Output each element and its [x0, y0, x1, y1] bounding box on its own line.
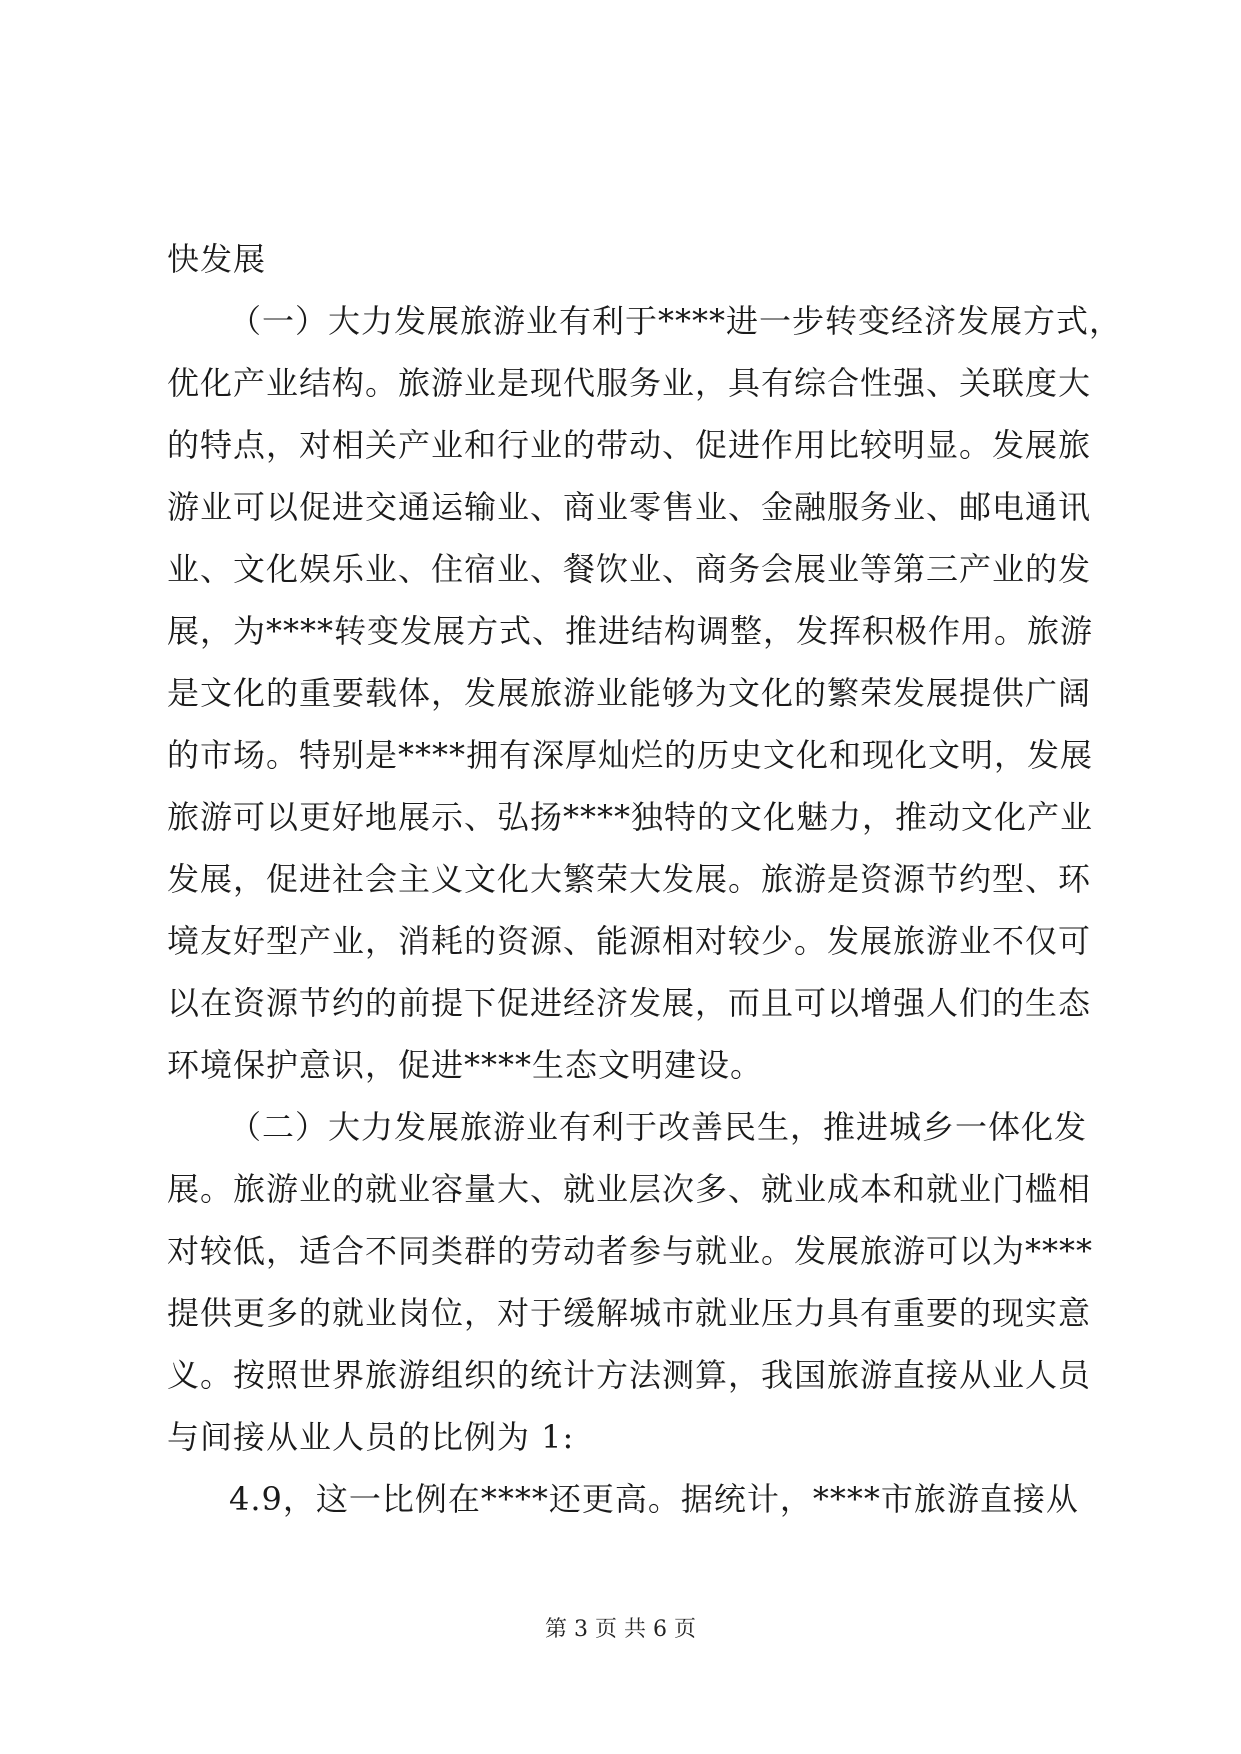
text-line: 发展，促进社会主义文化大繁荣大发展。旅游是资源节约型、环: [167, 860, 1092, 898]
text-line: 与间接从业人员的比例为 1:: [167, 1418, 575, 1456]
text-line: 4.9，这一比例在****还更高。据统计，****市旅游直接从: [229, 1480, 1079, 1518]
text-line: （二）大力发展旅游业有利于改善民生，推进城乡一体化发: [229, 1108, 1088, 1146]
text-line: 展。旅游业的就业容量大、就业层次多、就业成本和就业门槛相: [167, 1170, 1092, 1208]
text-line: 优化产业结构。旅游业是现代服务业，具有综合性强、关联度大: [167, 364, 1092, 402]
text-line: 游业可以促进交通运输业、商业零售业、金融服务业、邮电通讯: [167, 488, 1092, 526]
text-line: 境友好型产业，消耗的资源、能源相对较少。发展旅游业不仅可: [167, 922, 1092, 960]
text-line: 快发展: [167, 240, 267, 278]
text-line: 展，为****转变发展方式、推进结构调整，发挥积极作用。旅游: [167, 612, 1094, 650]
text-line: 义。按照世界旅游组织的统计方法测算，我国旅游直接从业人员: [167, 1356, 1092, 1394]
body-text: [167, 228, 1123, 1530]
text-line: 是文化的重要载体，发展旅游业能够为文化的繁荣发展提供广阔: [167, 674, 1092, 712]
text-line: 业、文化娱乐业、住宿业、餐饮业、商务会展业等第三产业的发: [167, 550, 1092, 588]
text-line: 环境保护意识，促进****生态文明建设。: [167, 1046, 764, 1084]
text-line: 以在资源节约的前提下促进经济发展，而且可以增强人们的生态: [167, 984, 1092, 1022]
text-line: 的特点，对相关产业和行业的带动、促进作用比较明显。发展旅: [167, 426, 1092, 464]
page-number-footer: 第 3 页 共 6 页: [545, 1617, 696, 1642]
text-line: （一）大力发展旅游业有利于****进一步转变经济发展方式，: [229, 302, 1123, 340]
text-line: 的市场。特别是****拥有深厚灿烂的历史文化和现化文明，发展: [167, 736, 1094, 774]
text-line: 旅游可以更好地展示、弘扬****独特的文化魅力，推动文化产业: [167, 798, 1094, 836]
text-line: 提供更多的就业岗位，对于缓解城市就业压力具有重要的现实意: [167, 1294, 1092, 1332]
text-line: 对较低，适合不同类群的劳动者参与就业。发展旅游可以为****: [167, 1232, 1094, 1270]
